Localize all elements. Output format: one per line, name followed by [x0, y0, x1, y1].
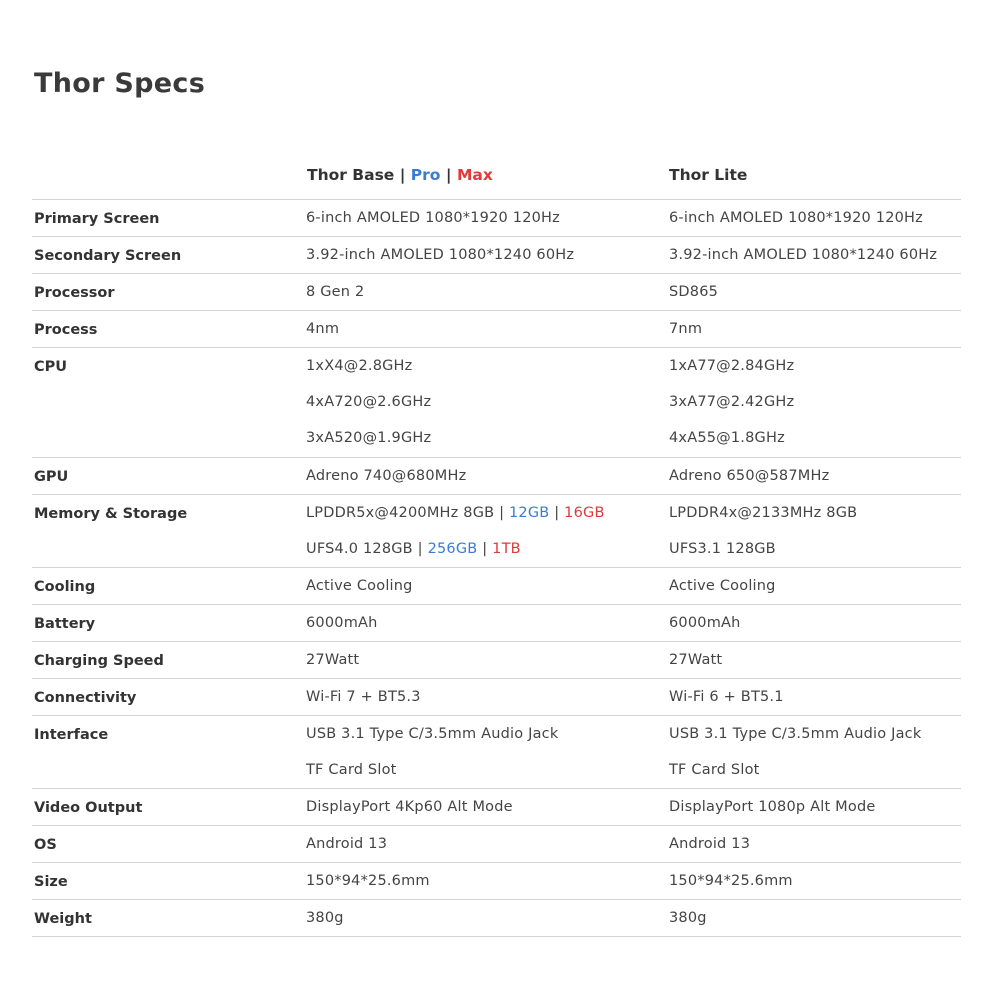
lite-value: 3xA77@2.42GHz: [669, 394, 795, 410]
thor-value: 1xX4@2.8GHz: [306, 358, 413, 374]
column-separator: |: [445, 166, 452, 184]
table-row: [32, 642, 961, 679]
lite-value: Adreno 650@587MHz: [669, 468, 830, 484]
row-label: Connectivity: [34, 690, 137, 706]
table-header: [32, 158, 961, 200]
lite-value: Android 13: [669, 836, 751, 852]
memory-pro: 12GB: [509, 505, 550, 521]
lite-value: Active Cooling: [669, 578, 776, 594]
table-row: [32, 348, 961, 458]
thor-value: Wi-Fi 7 + BT5.3: [306, 689, 421, 705]
thor-value: 27Watt: [306, 652, 360, 668]
lite-value: 3.92-inch AMOLED 1080*1240 60Hz: [669, 247, 938, 263]
memory-base: LPDDR5x@4200MHz 8GB: [306, 505, 495, 521]
column-header-lite: Thor Lite: [669, 166, 748, 184]
row-label: Weight: [34, 911, 92, 927]
table-row: [32, 495, 961, 568]
lite-value: SD865: [669, 284, 719, 300]
row-label: Processor: [34, 285, 115, 301]
lite-value: 27Watt: [669, 652, 723, 668]
memory-separator: |: [494, 505, 509, 521]
lite-value: LPDDR4x@2133MHz 8GB: [669, 505, 858, 521]
column-separator: |: [399, 166, 406, 184]
row-label: Charging Speed: [34, 653, 164, 669]
storage-pro: 256GB: [427, 541, 478, 557]
row-label: CPU: [34, 359, 68, 375]
column-pro-name: Pro: [410, 166, 441, 184]
row-label: Video Output: [34, 800, 143, 816]
row-label: Interface: [34, 727, 109, 743]
thor-value: 6-inch AMOLED 1080*1920 120Hz: [306, 210, 560, 226]
table-row: [32, 863, 961, 900]
table-row: [32, 458, 961, 495]
table-row: [32, 900, 961, 937]
lite-value: DisplayPort 1080p Alt Mode: [669, 799, 876, 815]
thor-value: 6000mAh: [306, 615, 378, 631]
memory-separator: |: [549, 505, 565, 521]
row-label: Process: [34, 322, 98, 338]
row-label: Memory & Storage: [34, 506, 188, 522]
thor-value: 380g: [306, 910, 344, 926]
table-row: [32, 237, 961, 274]
row-label: OS: [34, 837, 57, 853]
lite-value: UFS3.1 128GB: [669, 541, 776, 557]
thor-value: 4xA720@2.6GHz: [306, 394, 432, 410]
thor-value: 4nm: [306, 321, 340, 337]
row-label: Secondary Screen: [34, 248, 182, 264]
column-base-name: Thor Base: [307, 166, 395, 184]
storage-base: UFS4.0 128GB: [306, 541, 413, 557]
lite-value: TF Card Slot: [669, 762, 760, 778]
table-row: [32, 200, 961, 237]
thor-value: Adreno 740@680MHz: [306, 468, 467, 484]
storage-separator: |: [477, 541, 493, 557]
table-row: [32, 679, 961, 716]
table-row: [32, 789, 961, 826]
thor-value: TF Card Slot: [306, 762, 397, 778]
thor-value: 8 Gen 2: [306, 284, 365, 300]
lite-value: 6-inch AMOLED 1080*1920 120Hz: [669, 210, 923, 226]
column-header-thor: [307, 166, 493, 184]
lite-value: 7nm: [669, 321, 703, 337]
memory-max: 16GB: [564, 505, 605, 521]
row-label: Primary Screen: [34, 211, 160, 227]
lite-value: 150*94*25.6mm: [669, 873, 793, 889]
thor-value: Active Cooling: [306, 578, 413, 594]
storage-separator: |: [412, 541, 428, 557]
thor-memory-value: [306, 505, 605, 521]
column-max-name: Max: [456, 166, 493, 184]
thor-value: 150*94*25.6mm: [306, 873, 430, 889]
table-row: [32, 274, 961, 311]
row-label: Battery: [34, 616, 96, 632]
page-title: Thor Specs: [34, 68, 206, 99]
row-label: Size: [34, 874, 68, 890]
spec-table: [32, 158, 961, 937]
row-label: Cooling: [34, 579, 96, 595]
table-row: [32, 716, 961, 789]
table-row: [32, 605, 961, 642]
lite-value: 1xA77@2.84GHz: [669, 358, 795, 374]
thor-value: Android 13: [306, 836, 388, 852]
thor-value: 3.92-inch AMOLED 1080*1240 60Hz: [306, 247, 575, 263]
row-label: GPU: [34, 469, 69, 485]
lite-value: 4xA55@1.8GHz: [669, 430, 785, 446]
lite-value: 380g: [669, 910, 707, 926]
table-row: [32, 311, 961, 348]
table-row: [32, 826, 961, 863]
lite-value: Wi-Fi 6 + BT5.1: [669, 689, 784, 705]
table-row: [32, 568, 961, 605]
storage-max: 1TB: [492, 541, 521, 557]
thor-value: 3xA520@1.9GHz: [306, 430, 432, 446]
lite-value: USB 3.1 Type C/3.5mm Audio Jack: [669, 726, 922, 742]
lite-value: 6000mAh: [669, 615, 741, 631]
thor-value: DisplayPort 4Kp60 Alt Mode: [306, 799, 513, 815]
thor-value: USB 3.1 Type C/3.5mm Audio Jack: [306, 726, 559, 742]
thor-storage-value: [306, 541, 521, 557]
